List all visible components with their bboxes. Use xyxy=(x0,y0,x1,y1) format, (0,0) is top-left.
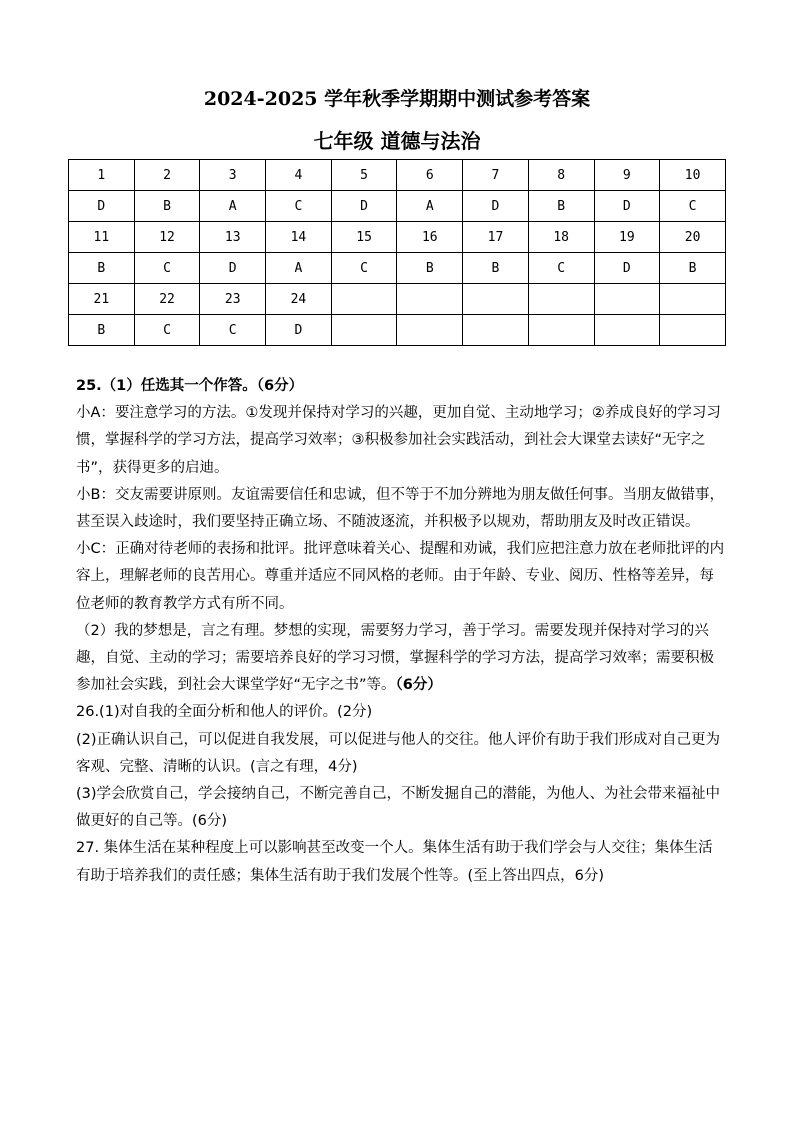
table-cell xyxy=(331,315,397,346)
table-row xyxy=(69,222,726,253)
table-cell: 9 xyxy=(594,160,660,191)
table-cell: B xyxy=(660,253,726,284)
table-cell: B xyxy=(134,191,200,222)
q25-part2-score: （6分） xyxy=(395,677,442,694)
q27-answer: 27. 集体生活在某种程度上可以影响甚至改变一个人。集体生活有助于我们学会与人交往；集体生活有助于培养我们的责任感；集体生活有助于我们发展个性等。(至上答出四点，6分) xyxy=(76,840,713,884)
table-cell: 1 xyxy=(69,160,135,191)
table-cell: D xyxy=(331,191,397,222)
q26-part1: 26.(1)对自我的全面分析和他人的评价。(2分) xyxy=(76,704,373,721)
q25-answer-c: 小C：正确对待老师的表扬和批评。批评意味着关心、提醒和劝诫，我们应把注意力放在老师批评的内容上，理解老师的良苦用心。尊重并适应不同风格的老师。由于年龄、专业、阅历、性格等差异，每位老师的教育教学方式有所不同。 xyxy=(76,541,725,612)
table-cell xyxy=(594,315,660,346)
table-cell: C xyxy=(134,253,200,284)
table-cell: 14 xyxy=(266,222,332,253)
table-cell: 13 xyxy=(200,222,266,253)
table-cell: 4 xyxy=(266,160,332,191)
table-cell: 20 xyxy=(660,222,726,253)
table-cell: A xyxy=(397,191,463,222)
table-cell: 3 xyxy=(200,160,266,191)
q26-part2: (2)正确认识自己，可以促进自我发展，可以促进与他人的交往。他人评价有助于我们形成对自己更为客观、完整、清晰的认识。(言之有理，4分) xyxy=(76,731,721,775)
table-cell: D xyxy=(266,315,332,346)
table-cell: C xyxy=(200,315,266,346)
table-cell: 24 xyxy=(266,284,332,315)
answer-text xyxy=(76,373,726,890)
table-cell: C xyxy=(266,191,332,222)
table-cell xyxy=(463,315,529,346)
table-cell xyxy=(331,284,397,315)
q26-part3: (3)学会欣赏自己，学会接纳自己，不断完善自己，不断发掘自己的潜能，为他人、为社会带来福祉中做更好的自己等。(6分) xyxy=(76,786,721,830)
table-cell xyxy=(660,284,726,315)
table-cell: C xyxy=(331,253,397,284)
table-cell xyxy=(397,315,463,346)
table-row xyxy=(69,315,726,346)
table-cell: B xyxy=(69,253,135,284)
table-cell: 19 xyxy=(594,222,660,253)
table-cell: B xyxy=(528,191,594,222)
table-row xyxy=(69,160,726,191)
table-row xyxy=(69,191,726,222)
q25-part2 xyxy=(76,618,726,700)
table-cell: 22 xyxy=(134,284,200,315)
table-cell: C xyxy=(134,315,200,346)
table-cell: 12 xyxy=(134,222,200,253)
table-cell: 17 xyxy=(463,222,529,253)
table-cell: B xyxy=(463,253,529,284)
table-cell: 6 xyxy=(397,160,463,191)
table-cell: 5 xyxy=(331,160,397,191)
table-cell: D xyxy=(594,253,660,284)
table-cell: 16 xyxy=(397,222,463,253)
table-row xyxy=(69,284,726,315)
table-cell: B xyxy=(397,253,463,284)
table-row xyxy=(69,253,726,284)
table-cell: D xyxy=(200,253,266,284)
page-subtitle: 七年级 道德与法治 xyxy=(313,129,481,153)
table-cell xyxy=(660,315,726,346)
table-cell: 2 xyxy=(134,160,200,191)
table-cell: 7 xyxy=(463,160,529,191)
page-title: 2024-2025 学年秋季学期期中测试参考答案 xyxy=(203,88,591,110)
q25-answer-a: 小A：要注意学习的方法。①发现并保持对学习的兴趣，更加自觉、主动地学习；②养成良好的学习习惯，掌握科学的学习方法，提高学习效率；③积极参加社会实践活动，到社会大课堂去读好“无字之书”，获得更多的启迪。 xyxy=(76,405,721,476)
table-cell: 15 xyxy=(331,222,397,253)
table-cell: 23 xyxy=(200,284,266,315)
table-cell xyxy=(528,284,594,315)
table-cell xyxy=(594,284,660,315)
table-cell: C xyxy=(660,191,726,222)
q25-part2-text: （2）我的梦想是，言之有理。梦想的实现，需要努力学习，善于学习。需要发现并保持对学习的兴趣，自觉、主动的学习；需要培养良好的学习习惯，掌握科学的学习方法，提高学习效率；需要积极参加社会实践，到社会大课堂学好“无字之书”等。 xyxy=(76,622,714,694)
table-cell: B xyxy=(69,315,135,346)
table-cell: 21 xyxy=(69,284,135,315)
table-cell: 10 xyxy=(660,160,726,191)
table-cell xyxy=(528,315,594,346)
q25-answer-b: 小B：交友需要讲原则。友谊需要信任和忠诚，但不等于不加分辨地为朋友做任何事。当朋友做错事，甚至误入歧途时，我们要坚持正确立场、不随波逐流，并积极予以规劝，帮助朋友及时改正错误。 xyxy=(76,486,724,531)
table-cell: C xyxy=(528,253,594,284)
table-cell: A xyxy=(266,253,332,284)
table-cell xyxy=(397,284,463,315)
table-cell xyxy=(463,284,529,315)
table-cell: A xyxy=(200,191,266,222)
table-cell: 11 xyxy=(69,222,135,253)
table-cell: D xyxy=(463,191,529,222)
table-cell: 8 xyxy=(528,160,594,191)
table-cell: D xyxy=(69,191,135,222)
answer-table xyxy=(68,159,726,346)
q25-heading: 25.（1）任选其一个作答。（6分） xyxy=(76,378,304,394)
table-cell: 18 xyxy=(528,222,594,253)
table-cell: D xyxy=(594,191,660,222)
